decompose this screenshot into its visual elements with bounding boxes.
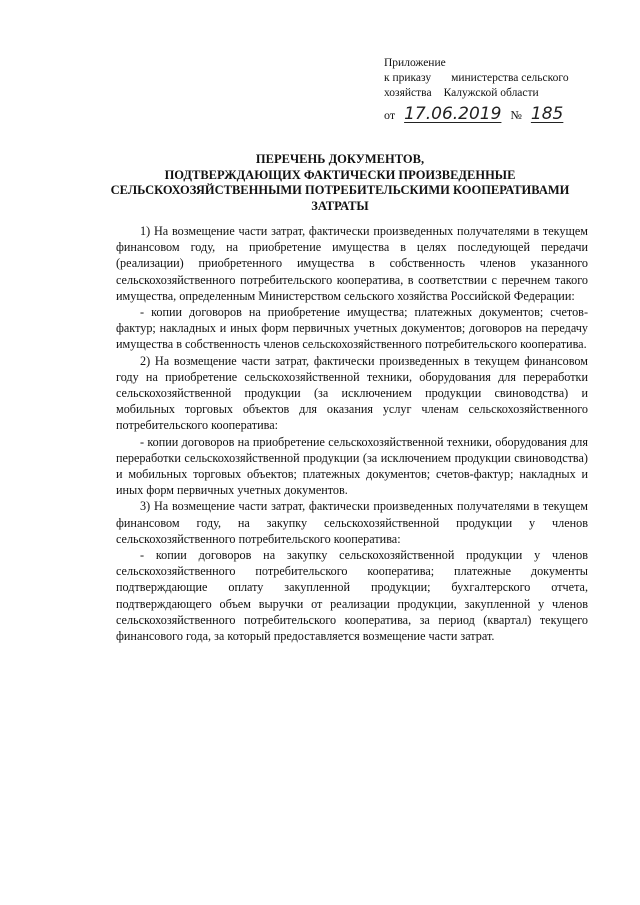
order-from-label: от	[384, 108, 396, 122]
appendix-block	[384, 56, 569, 101]
order-line	[384, 104, 563, 124]
appendix-line-1: Приложение	[384, 57, 446, 69]
document-title	[80, 152, 600, 214]
appendix-line-2	[384, 71, 569, 86]
appendix-line-3	[384, 86, 569, 101]
section-3-heading: 3) На возмещение части затрат, фактически произведенных получателями в текущем финансовом году, на закупку сельскохозяйственной продукции у членов сельскохозяйственного потребительского кооператива:	[116, 499, 588, 546]
section-1-heading: 1) На возмещение части затрат, фактически произведенных получателями в текущем финансовом году, на приобретение имущества в целях последующей передачи (реализации) приобретенного имущества в собственность членов указанного сельскохозяйственного потребительского кооператива, в соответствии с перечнем такого имущества, определенным Министерством сельского хозяйства Российской Федерации:	[116, 224, 588, 303]
appendix-line-3-part-b: Калужской области	[443, 87, 539, 99]
order-number-label: №	[510, 108, 522, 122]
section-3-item: - копии договоров на закупку сельскохозяйственной продукции у членов сельскохозяйственного потребительского кооператива; платежные документы подтверждающие оплату закупленной продукции; бухгалтерского отчета, подтверждающего объем выручки от реализации продукции, закупленной у членов сельскохозяйственного потребительского кооператива, за период (квартал) текущего финансового года, за который предоставляется возмещение части затрат.	[116, 548, 588, 644]
order-date: 17.06.2019	[404, 104, 502, 124]
section-2-item: - копии договоров на приобретение сельскохозяйственной техники, оборудования для переработки сельскохозяйственной продукции (за исключением продукции свиноводства) и мобильных торговых объектов; платежных документов; счетов-фактур; накладных и иных форм первичных учетных документов.	[116, 434, 588, 498]
appendix-line-2-part-a: к приказу	[384, 72, 432, 84]
document-body	[116, 223, 588, 644]
section-2-heading: 2) На возмещение части затрат, фактически произведенных в текущем финансовом году на приобретение сельскохозяйственной техники, оборудования для переработки сельскохозяйственной продукции (за исключением продукции свиноводства) и мобильных торговых объектов для оказания услуг членам сельскохозяйственного потребительского кооператива:	[116, 353, 588, 433]
appendix-line-2-part-b: министерства сельского	[451, 72, 569, 84]
appendix-line-3-part-a: хозяйства	[384, 87, 432, 99]
title-line-2: ПОДТВЕРЖДАЮЩИХ ФАКТИЧЕСКИ ПРОИЗВЕДЕННЫЕ	[164, 167, 516, 182]
title-line-1: ПЕРЕЧЕНЬ ДОКУМЕНТОВ,	[255, 152, 425, 166]
section-1-item: - копии договоров на приобретение имущества; платежных документов; счетов-фактур; накладных и иных форм первичных учетных документов; договоров на передачу имущества в собственность членов сельскохозяйственного потребительского кооператива.	[116, 305, 588, 352]
title-line-3: СЕЛЬСКОХОЗЯЙСТВЕННЫМИ ПОТРЕБИТЕЛЬСКИМИ КООПЕРАТИВАМИ	[110, 183, 570, 197]
order-number: 185	[530, 104, 564, 124]
title-line-4: ЗАТРАТЫ	[311, 198, 369, 213]
